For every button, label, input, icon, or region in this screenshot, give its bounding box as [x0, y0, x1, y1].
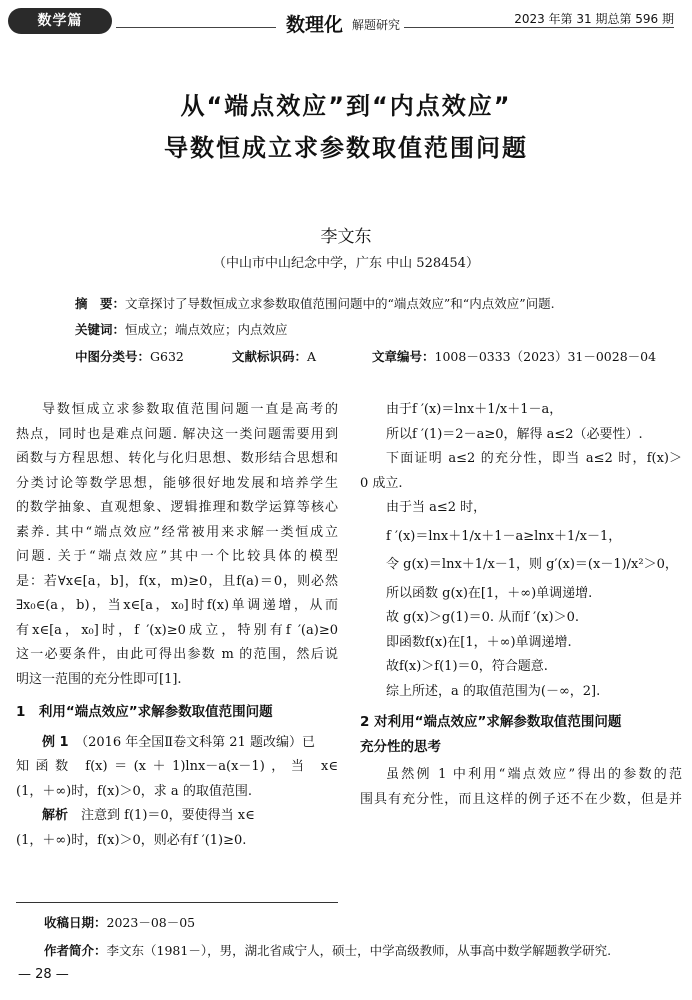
- journal-column: 解题研究: [352, 18, 401, 32]
- abstract-label: 摘 要：: [75, 296, 126, 311]
- article-number-label: 文章编号：: [372, 349, 435, 364]
- right-column: [360, 398, 682, 812]
- example-text: （2016 年全国Ⅱ卷文科第 21 题改编）已: [81, 734, 315, 750]
- intro-line: 函数与方程思想、转化与化归思想、数形结合思想和: [16, 451, 338, 466]
- intro-line: 分类讨论等数学思想，能够很好地发展和培养学生: [16, 475, 338, 491]
- intro-line: 导数恒成立求参数取值范围问题一直是高考的: [42, 402, 338, 417]
- bio-text: 李文东（1981－），男，湖北省咸宁人，硕士，中学高级教师，从事高中数学解题教学研究.: [106, 943, 612, 958]
- analysis-line: (1，＋∞)时，f(x)＞0，则必有f ′(1)≥0.: [16, 832, 247, 848]
- header-rule-right: [404, 27, 674, 28]
- proof-line: 所以f ′(1)＝2－a≥0，解得 a≤2（必要性）.: [386, 426, 643, 442]
- received-value: 2023－08－05: [106, 915, 196, 930]
- proof-line: 下面证明 a≤2 的充分性，即当 a≤2 时，f(x)＞: [386, 451, 682, 466]
- proof-line: 综上所述，a 的取值范围为(－∞，2].: [386, 683, 601, 699]
- article-number: [372, 347, 656, 365]
- analysis-line: [16, 804, 338, 829]
- section-badge: 数学篇: [8, 8, 112, 34]
- keywords: [75, 320, 288, 338]
- footnote-rule: [16, 902, 338, 903]
- article-number-value: 1008－0333（2023）31－0028－04: [434, 349, 657, 364]
- intro-line: 是：若∀x∈[a，b]，f(x，m)≥0，且f(a)＝0，则必然: [16, 573, 338, 589]
- proof-line: 由于当 a≤2 时，: [386, 500, 487, 515]
- proof-line: 故f(x)＞f(1)＝0，符合题意.: [386, 659, 548, 674]
- example-label: 例 1: [42, 734, 69, 750]
- proof-line: 故 g(x)＞g(1)＝0. 从而f ′(x)＞0.: [386, 610, 579, 625]
- article-title-line2: 导数恒成立求参数取值范围问题: [164, 134, 528, 162]
- intro-line: 素养. 其中“端点效应”经常被用来求解一类恒成立: [16, 524, 338, 540]
- proof-line: 所以函数 g(x)在[1，＋∞)单调递增.: [386, 585, 593, 601]
- section-heading-2: 2 对利用“端点效应”求解参数取值范围问题: [360, 714, 622, 730]
- example-line: (1，＋∞)时，f(x)＞0，求 a 的取值范围.: [16, 783, 252, 799]
- section-heading-2-cont: 充分性的思考: [360, 738, 441, 755]
- journal-brand: 数理化: [286, 14, 344, 36]
- article-title-line1: 从“端点效应”到“内点效应”: [180, 92, 512, 120]
- section-heading-1: 1 利用“端点效应”求解参数取值范围问题: [16, 704, 273, 720]
- intro-line: 这一必要条件，由此可得出参数 m 的范围，然后说: [16, 647, 338, 662]
- clc-label: 中图分类号：: [75, 349, 151, 364]
- analysis-label: 解析: [42, 808, 69, 823]
- intro-line: 热点，同时也是难点问题. 解决这一类问题需要用到: [16, 426, 338, 442]
- bio-label: 作者简介：: [44, 943, 107, 958]
- author-affiliation: （中山市中山纪念中学，广东 中山 528454）: [213, 256, 479, 271]
- tail-line: 虽然例 1 中利用“端点效应”得出的参数的范: [386, 767, 682, 782]
- author-name: 李文东: [320, 227, 372, 247]
- header-rule-left: [116, 27, 276, 28]
- intro-line: 的数学抽象、直观想象、逻辑推理和数学运算等核心: [16, 500, 338, 515]
- proof-line: 即函数f(x)在[1，＋∞)单调递增.: [386, 634, 572, 650]
- issue-info: 2023 年第 31 期总第 596 期: [514, 12, 674, 26]
- received-label: 收稿日期：: [44, 915, 107, 930]
- abstract: [75, 294, 555, 312]
- proof-line: 由于f ′(x)＝lnx＋1/x＋1－a，: [386, 402, 563, 417]
- keywords-text: 恒成立；端点效应；内点效应: [125, 322, 288, 337]
- example-line: 知函数 f(x)＝(x＋1)lnx－a(x－1)，当 x∈: [16, 759, 338, 774]
- tail-line: 围具有充分性，而且这样的例子还不在少数，但是并: [360, 791, 682, 807]
- proof-line: 令 g(x)＝lnx＋1/x－1，则 g′(x)＝(x－1)/x²＞0，: [386, 557, 678, 572]
- proof-line: f ′(x)＝lnx＋1/x＋1－a≥lnx＋1/x－1，: [386, 528, 622, 544]
- intro-line: 问题. 关于“端点效应”其中一个比较具体的模型: [16, 549, 338, 564]
- proof-line: 0 成立.: [360, 475, 403, 491]
- keywords-label: 关键词：: [75, 322, 126, 337]
- intro-line: 有x∈[a，x₀]时，f ′(x)≥0成立，特别有f ′(a)≥0: [16, 622, 338, 638]
- received-date: [44, 913, 195, 931]
- document-code: [232, 347, 316, 365]
- author-bio: [44, 941, 611, 959]
- doc-code-label: 文献标识码：: [232, 349, 308, 364]
- page-number: — 28 —: [18, 967, 69, 982]
- abstract-text: 文章探讨了导数恒成立求参数取值范围问题中的“端点效应”和“内点效应”问题.: [125, 296, 555, 311]
- intro-line: ∃x₀∈(a，b)，当x∈[a，x₀]时f(x)单调递增，从而: [16, 598, 338, 613]
- clc-number: [75, 347, 184, 365]
- clc-value: G632: [150, 349, 184, 364]
- intro-line: 明这一范围的充分性即可[1].: [16, 671, 182, 687]
- left-column: [16, 398, 338, 853]
- analysis-text: 注意到 f(1)＝0，要使得当 x∈: [81, 808, 255, 823]
- doc-code-value: A: [307, 349, 317, 364]
- example-line: [16, 731, 338, 756]
